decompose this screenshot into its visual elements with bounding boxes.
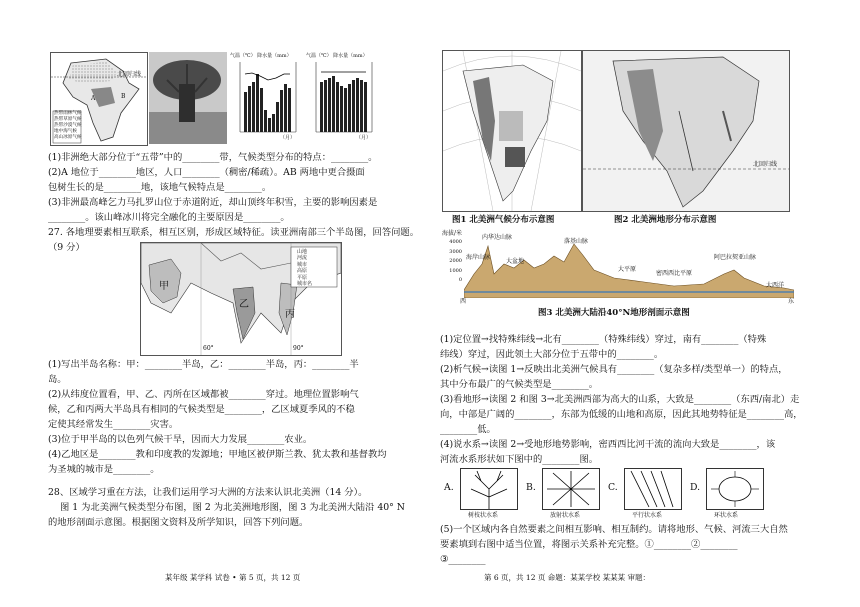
question-27-4a: (4)乙地区是________教和印度教的发源地；甲地区被伊斯兰教、犹太教和基督教均: [48, 449, 387, 460]
page-footer: 第 6 页，共 12 页 命题：某某学校 某某某 审题：: [484, 573, 651, 582]
peninsula-map-legend: [297, 249, 312, 287]
option-label: 放射状水系: [550, 512, 581, 519]
longitude-60: 60°: [203, 345, 214, 352]
question-26-2a: (2)A 地位于________地区，人口________（稠密/稀疏）。AB 两地中更合摄面: [48, 167, 365, 178]
question-28-5c: ③________: [440, 554, 486, 565]
ytick: 4000: [449, 239, 462, 245]
question-27-score: （9 分）: [48, 242, 85, 253]
right-page: [430, 0, 860, 607]
question-28-desc1: 图 1 为北美洲气候类型分布图，图 2 为北美洲地形图，图 3 为北美洲大陆沿 40° N: [60, 502, 405, 513]
option-label: 环状水系: [714, 512, 739, 519]
question-27-2a: (2)从纬度位置看，甲、乙、丙所在区域都被________穿过。地理位置影响气: [48, 389, 359, 400]
terrain-profile-40n: [442, 228, 796, 308]
legend-item: 城市名: [297, 281, 313, 288]
question-28-intro: 28、区域学习重在方法，让我们运用学习大洲的方法来认识北美洲（14 分）。: [48, 487, 368, 498]
question-28-5a: (5)一个区域内各自然要素之间相互影响、相互制约。请将地形、气候、河流三大自然: [440, 524, 788, 535]
legend-item: 热带草原气候: [54, 117, 82, 122]
drainage-patterns: [444, 468, 774, 518]
question-28-2b: 其中分布最广的气候类型是________。: [440, 379, 599, 390]
option-letter: B.: [526, 482, 536, 493]
question-26-3a: (3)非洲最高峰乞力马扎罗山位于赤道附近，却山顶终年积雪，主要的影响因素是: [48, 197, 378, 208]
profile-label: 大平原: [618, 266, 637, 273]
profile-label: 落基山脉: [564, 238, 589, 245]
question-28-1b: 纬线）穿过，因此领土大部分位于五带中的________。: [440, 349, 664, 360]
question-26-3b: ________。该山峰冰川将完全融化的主要原因是________。: [48, 212, 290, 223]
question-28-1a: (1)定位置→找特殊纬线→北有________（特殊纬线）穿过，南有________（特殊: [440, 334, 767, 345]
longitude-90: 90°: [293, 345, 304, 352]
climate-chart-2: [306, 52, 378, 144]
profile-yticks: [442, 238, 462, 286]
africa-climate-map: [50, 52, 148, 146]
legend-item: 高山冰原气候: [54, 135, 82, 140]
figure-2-caption: 图2 北美洲地形分布示意图: [614, 215, 717, 225]
page-footer: 某年级 某学科 试卷 • 第 5 页，共 12 页: [165, 573, 301, 582]
map-label-b: B: [121, 93, 126, 100]
legend-item: 地中海气候: [54, 129, 77, 134]
option-letter: C.: [608, 482, 618, 493]
question-27-1b: 岛。: [48, 374, 67, 385]
north-america-climate-map: [442, 50, 582, 212]
profile-label: 大盆地: [506, 258, 525, 265]
label-bing: 丙: [285, 309, 295, 320]
climate-chart-2-header: 气温（℃） 降水量（mm）: [306, 53, 368, 59]
ytick: 2000: [449, 258, 462, 264]
legend-item: 高原: [297, 268, 308, 275]
question-28-4b: 河流水系形状如下图中的________图。: [440, 454, 599, 465]
legend-item: 热带沙漠气候: [54, 123, 82, 128]
map-legend: [54, 111, 82, 141]
map-label-tropic: 北回归线: [117, 71, 142, 78]
label-yi: 乙: [239, 299, 249, 310]
question-27-3: (3)位于甲半岛的以色列气候干旱，因而大力发展________农业。: [48, 434, 313, 445]
question-28-3a: (3)看地形→读图 2 和图 3→北美洲西部为高大的山系，大致是________（东西/南北）走: [440, 394, 800, 405]
profile-west: 西: [460, 298, 467, 305]
map-label-a: A: [91, 95, 96, 102]
question-26-2b: 包树生长的是________地，该地气候特点是________。: [48, 182, 272, 193]
climate-chart-1: [230, 52, 302, 144]
ytick: 0: [458, 277, 462, 283]
question-26-1: (1)非洲绝大部分位于“五带”中的________带，气候类型分布的特点：________。: [48, 152, 378, 163]
ytick: 1000: [449, 267, 462, 274]
legend-item: 河流: [297, 255, 308, 262]
question-28-2a: (2)析气候→读图 1→反映出北美洲气候具有________（复杂多样/类型单一）的特点，: [440, 364, 788, 375]
tropic-of-cancer-label: 北回归线: [753, 161, 778, 168]
profile-east: 东: [788, 298, 795, 305]
figure-1-caption: 图1 北美洲气候分布示意图: [452, 215, 555, 225]
option-label: 树枝状水系: [468, 512, 499, 519]
question-28-desc2: 的地形剖面示意图。根据图文资料及所学知识，回答下列问题。: [48, 517, 309, 528]
north-america-landform-map: [582, 50, 790, 212]
question-27-1: (1)写出半岛名称：甲：________半岛，乙：________半岛，丙：________半: [48, 359, 359, 370]
legend-item: 平原: [297, 274, 308, 281]
profile-label: 大西洋: [766, 282, 785, 289]
option-letter: D.: [690, 482, 701, 493]
question-27-intro: 27. 各地理要素相互联系，相互区别，形成区域特征。读亚洲南部三个半岛图，回答问题。: [48, 227, 420, 238]
question-27-2b: 候，乙和丙两大半岛具有相同的气候类型是________，乙区域夏季风的不稳: [48, 404, 355, 415]
climate-chart-2-xlabel: （月）: [356, 135, 372, 141]
profile-label: 密西西比平原: [656, 270, 693, 277]
profile-label: 海岸山脉: [466, 254, 491, 261]
figure-3-caption: 图3 北美洲大陆沿40°N地形剖面示意图: [538, 308, 690, 318]
question-28-5b: 要素填到右图中适当位置，将图示关系补充完整。①________②________: [440, 539, 738, 550]
legend-item: 热带雨林气候: [54, 111, 82, 116]
legend-item: 城市: [297, 261, 308, 268]
climate-chart-1-xlabel: （月）: [280, 135, 296, 141]
question-27-4b: 为圣城的城市是________。: [48, 464, 160, 475]
question-28-3b: 向，中部是广阔的________，东部为低缓的山地和高原，因此其地势特征是________高，: [440, 409, 803, 420]
question-28-3c: ________低。: [440, 424, 496, 435]
label-jia: 甲: [159, 281, 169, 292]
option-letter: A.: [444, 482, 454, 493]
climate-chart-1-header: 气温（℃） 降水量（mm）: [230, 53, 292, 59]
baobab-tree-photo: [149, 52, 227, 144]
question-27-2c: 定使其经常发生________灾害。: [48, 419, 179, 430]
legend-item: 山地: [297, 249, 308, 255]
question-28-4a: (4)说水系→读图 2→受地形地势影响，密西西比河干流的流向大致是________，该: [440, 439, 776, 450]
option-label: 平行状水系: [632, 512, 663, 519]
ytick: 3000: [449, 248, 462, 255]
south-asia-peninsulas-map: [140, 242, 342, 356]
profile-label: 阿巴拉契亚山脉: [714, 254, 757, 261]
profile-label: 内华达山脉: [482, 234, 513, 241]
profile-ylabel: 海拔/米: [442, 230, 463, 237]
